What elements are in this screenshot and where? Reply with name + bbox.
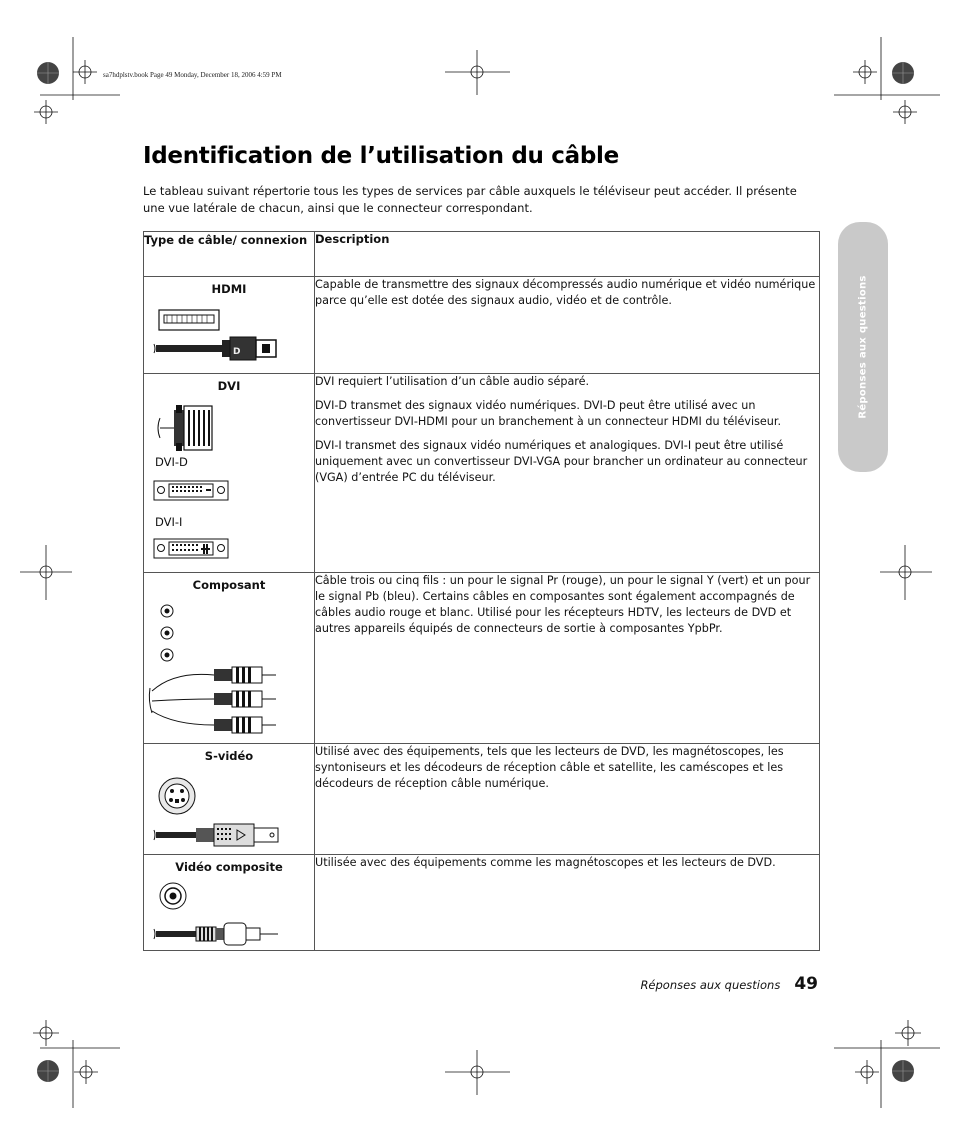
composite-connector-icon [144,855,314,950]
dvi-desc-text-1: DVI requiert l’utilisation d’un câble audio séparé. [315,375,590,388]
dvi-desc-text-3: DVI-I transmet des signaux vidéo numériques et analogiques. DVI-I peut être utilisé uniquement avec un convertisseur DVI-VGA pour brancher un ordinateur au connecteur (VGA) d’entrée PC du téléviseur. [315,439,808,484]
composite-desc-text: Utilisée avec des équipements comme les magnétoscopes et les lecteurs de DVD. [315,856,776,869]
footer-section-title: Réponses aux questions [640,978,781,992]
page-footer [640,974,818,994]
cable-name-component: Composant [192,578,266,592]
col-header-description: Description [315,232,820,277]
rca-plugs [214,667,276,733]
svideo-desc-text: Utilisé avec des équipements, tels que les lecteurs de DVD, les magnétoscopes, les syntoniseurs et les décodeurs de réception câble et satellite, les caméscopes et les décodeurs de réception câble numérique. [315,745,784,790]
dvi-d-port-icon [154,481,228,500]
cable-name-hdmi: HDMI [211,282,247,296]
composite-description [315,855,820,951]
cable-name-svideo: S-vidéo [204,749,254,763]
svideo-description [315,744,820,855]
hdmi-description [315,277,820,374]
component-cell [144,573,315,744]
composite-cell [144,855,315,951]
hdmi-connector-icon [144,277,314,373]
dvi-d-label: DVI-D [155,455,188,469]
table-row [144,374,820,573]
dvi-cell [144,374,315,573]
table-row [144,855,820,951]
component-desc-text: Câble trois ou cinq fils : un pour le signal Pr (rouge), un pour le signal Y (vert) et un pour le signal Pb (bleu). Certains câbles en composantes sont également accompagnés de câbles audio rouge et blanc. Utilisé pour les récepteurs HDTV, les lecteurs de DVD et autres appareils équipés de connecteurs de sortie à composantes YpbPr. [315,574,811,635]
dvi-i-label: DVI-I [155,515,183,529]
table-row [144,744,820,855]
page-number: 49 [794,974,818,994]
dvi-description [315,374,820,573]
component-description [315,573,820,744]
table-row [144,573,820,744]
col-header-type: Type de câble/ connexion [144,232,315,277]
dvi-desc-text-2: DVI-D transmet des signaux vidéo numériques. DVI-D peut être utilisé avec un convertisseur DVI-HDMI pour un branchement à un connecteur HDMI du téléviseur. [315,399,782,428]
table-row [144,277,820,374]
svideo-cell [144,744,315,855]
component-connector-icon [144,573,314,743]
cable-name-composite: Vidéo composite [175,860,283,874]
svideo-connector-icon [144,744,314,854]
cable-name-dvi: DVI [217,379,241,393]
side-tab-label: Réponses aux questions [857,275,869,419]
svg-text:D: D [233,347,241,357]
hdmi-cell [144,277,315,374]
cable-table [143,231,820,951]
dvi-i-port-icon [154,539,228,558]
book-file-info: sa7hdplstv.book Page 49 Monday, December 18, 2006 4:59 PM [103,71,282,79]
intro-paragraph: Le tableau suivant répertorie tous les types de services par câble auxquels le téléviseur peut accéder. Il présente une vue latérale de chacun, ainsi que le connecteur correspondant. [143,184,797,215]
dvi-connector-icon [144,374,314,572]
table-header-row [144,232,820,277]
side-section-tab [838,222,888,472]
hdmi-desc-text: Capable de transmettre des signaux décompressés audio numérique et vidéo numérique parce qu’elle est dotée des signaux audio, vidéo et de contrôle. [315,278,816,307]
page-title: Identification de l’utilisation du câble [143,143,619,169]
